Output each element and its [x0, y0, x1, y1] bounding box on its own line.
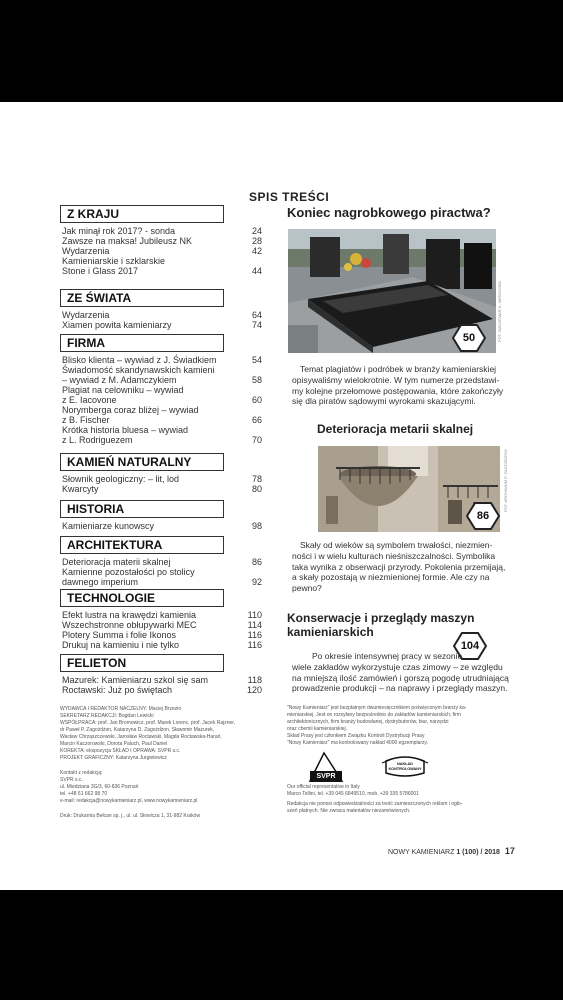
toc-entry-page: 116 — [247, 630, 262, 640]
svpr-logo — [308, 751, 344, 783]
toc-entry-line: Roctawski: Już po świętach — [62, 685, 173, 695]
toc-heading: SPIS TREŚCI — [249, 190, 330, 204]
toc-entry-page: 66 — [251, 415, 262, 425]
toc-entry-line: z E. Iacovone — [62, 395, 117, 405]
toc-entry-page: 80 — [251, 484, 262, 494]
photo-credit: FOT. WALDEMAR K. MIRGANSKI — [497, 280, 502, 342]
disclaimer-line: szeń płatnych. Nie zwraca materiałów niezamówionych. — [287, 808, 411, 814]
page-footer — [388, 846, 515, 856]
article-title-line: Konserwacje i przeglądy maszyn — [287, 611, 475, 625]
toc-entry-line: Świadomość skandynawskich kamieni — [62, 365, 215, 375]
notice-line: "Nowy Kamieniarz" ma kontrolowany nakład 4000 egzemplarzy. — [287, 740, 429, 746]
toc-entry-line: Zawsze na maksa! Jubileusz NK — [62, 236, 193, 246]
section-heading: KAMIEŃ NATURALNY — [60, 453, 224, 471]
staff-line: SEKRETARZ REDAKCJI: Bogdan Lewicki — [60, 713, 154, 719]
toc-entry-title — [62, 630, 237, 640]
toc-entry-line: Drukuj na kamieniu i nie tylko — [62, 640, 180, 650]
toc-entry-line: z B. Fischer — [62, 415, 110, 425]
photo-credit: FOT. ARCHIWUM P. ZAGOŻDŻON — [503, 449, 508, 512]
toc-entry-line: Stone i Glass 2017 — [62, 266, 139, 276]
notice-line: oraz chemii kamieniarskiej. — [287, 726, 348, 732]
disclaimer — [287, 801, 512, 815]
toc-entry[interactable] — [62, 567, 262, 587]
summary-line: wiele zakładów wykorzystuje czas zimowy – ze względu — [292, 661, 503, 672]
summary-line: Temat plagiatów i podróbek w branży kamieniarskiej — [300, 364, 497, 374]
contact-line: SVPR s.c. — [60, 777, 83, 783]
toc-entry-title — [62, 474, 237, 484]
toc-entry-page: 86 — [251, 557, 262, 567]
toc-entry[interactable] — [62, 365, 262, 385]
summary-line: my kolejne przełomowe postępowania, które zakończyły — [292, 385, 504, 396]
svpr-logo-text: SVPR — [316, 773, 336, 780]
staff-list — [60, 706, 270, 762]
disclaimer-line: Redakcja nie ponosi odpowiedzialności za treść zamieszczonych reklam i ogło- — [287, 801, 463, 807]
contact-line: e-mail: redakcja@nowykamieniarz.pl, www.nowykamieniarz.pl — [60, 798, 198, 804]
toc-entry-page: 64 — [251, 310, 262, 320]
representative-line: Marco Tellini, tel. +39 045 6849510, mob. +39 335 5786001 — [287, 791, 419, 797]
toc-entry-line: Kwarcyty — [62, 484, 99, 494]
toc-entry-page: 74 — [251, 320, 262, 330]
toc-entry-title — [62, 620, 237, 630]
section-heading: FELIETON — [60, 654, 224, 672]
toc-entry-page: 114 — [247, 620, 262, 630]
toc-entry-title — [62, 610, 237, 620]
section-heading: ZE ŚWIATA — [60, 289, 224, 307]
notice-line: architektonicznych, firm branży budowlanej, dystrybutorów, biur, narzędzi — [287, 719, 449, 725]
toc-entry-title — [62, 685, 237, 695]
page-number: 17 — [504, 846, 515, 856]
toc-entry-page: 24 — [251, 226, 262, 236]
toc-entry-title — [62, 484, 237, 494]
page-badge-number: 50 — [462, 332, 476, 344]
article-summary — [292, 540, 508, 594]
toc-entry[interactable] — [62, 620, 262, 630]
toc-entry[interactable] — [62, 521, 262, 531]
magazine-notice — [287, 705, 512, 747]
toc-entry-line: Norymberga coraz bliżej – wywiad — [62, 405, 199, 415]
toc-entry-title — [62, 256, 237, 276]
toc-entry[interactable] — [62, 385, 262, 405]
notice-line: Skład Prasy jest członkiem Związku Kontroli Dystrybucji Prasy — [287, 733, 425, 739]
section-heading: FIRMA — [60, 334, 224, 352]
toc-entry-line: Wydarzenia — [62, 246, 110, 256]
toc-entry[interactable] — [62, 405, 262, 425]
summary-line: a skały pozostają w niezmienionej formie. Ale czy na — [292, 572, 490, 583]
toc-entry[interactable] — [62, 474, 262, 484]
toc-entry-line: z L. Rodriguezem — [62, 435, 133, 445]
toc-entry-page: 60 — [251, 395, 262, 405]
toc-entry-title — [62, 355, 237, 365]
toc-entry-line: Mazurek: Kamieniarzu szkol się sam — [62, 675, 209, 685]
toc-entry-title — [62, 310, 237, 320]
contact-line: ul. Miedziana 3G/3, 60-836 Poznań — [60, 784, 139, 790]
toc-entry[interactable] — [62, 256, 262, 276]
summary-line: Po okresie intensywnej pracy w sezonie — [312, 651, 463, 661]
staff-line: PROJEKT GRAFICZNY: Katarzyna Jurgielewicz — [60, 755, 167, 761]
article-title: Deterioracja metarii skalnej — [317, 422, 474, 436]
section-heading: TECHNOLOGIE — [60, 589, 224, 607]
toc-entry-line: Xiamen powita kamieniarzy — [62, 320, 172, 330]
contact-line: tel. +48 61 662 98 70 — [60, 791, 108, 797]
toc-entry-title — [62, 236, 237, 246]
staff-line: Wacław Chrząszczewski, Jarosław Roctawski, Magda Roctawska-Harań, — [60, 734, 222, 740]
contact-line: Kontakt z redakcją: — [60, 770, 103, 776]
zkdp-logo-text: NAKŁAD KONTROLOWANY — [388, 762, 422, 771]
toc-entry-line: Słownik geologiczny: – lit, lod — [62, 474, 180, 484]
toc-entry-line: Wydarzenia — [62, 310, 110, 320]
toc-entry-title — [62, 226, 237, 236]
summary-line: prowadzenie produkcji – na naprawy i przeglądy maszyn. — [292, 683, 508, 694]
article-summary — [292, 651, 510, 694]
toc-entry[interactable] — [62, 425, 262, 445]
page-badge-number: 104 — [460, 640, 480, 652]
toc-entry[interactable] — [62, 557, 262, 567]
summary-line: pewno? — [292, 583, 322, 594]
toc-entry-line: dawnego imperium — [62, 577, 139, 587]
zkdp-logo — [378, 753, 432, 781]
toc-entry-line: Kamienne pozostałości po stolicy — [62, 567, 195, 577]
toc-entry-title — [62, 675, 237, 685]
toc-entry-page: 70 — [251, 435, 262, 445]
toc-entry[interactable] — [62, 310, 262, 320]
toc-entry-line: Deterioracja materii skalnej — [62, 557, 171, 567]
summary-line: opisywaliśmy wielokrotnie. W tym numerze przedstawi- — [292, 374, 500, 385]
staff-line: Marcin Kaczorowski, Dorota Paluch, Paul Daniel — [60, 741, 168, 747]
toc-entry[interactable] — [62, 685, 262, 695]
toc-entry-title — [62, 425, 237, 445]
toc-entry-line: Wszechstronne obłupywarki MEC — [62, 620, 197, 630]
toc-entry-page: 92 — [251, 577, 262, 587]
issue-number: 1 (100) / 2018 — [456, 849, 500, 856]
toc-entry-title — [62, 320, 237, 330]
toc-entry-title — [62, 567, 237, 587]
contact-block — [60, 770, 270, 805]
toc-entry-line: Blisko klienta – wywiad z J. Świadkiem — [62, 355, 217, 365]
notice-line: mieniarskiej. Jest on rozsyłany bezpośrednio do zakładów kamieniarskich, firm — [287, 712, 461, 718]
toc-entry-title — [62, 405, 237, 425]
section-heading: HISTORIA — [60, 500, 224, 518]
toc-entry-page: 42 — [251, 246, 262, 256]
page-badge-number: 86 — [476, 510, 490, 522]
toc-entry-line: Kamieniarskie i szklarskie — [62, 256, 166, 266]
toc-entry-line: Kamieniarze kunowscy — [62, 521, 155, 531]
toc-entry-line: Efekt lustra na krawędzi kamienia — [62, 610, 197, 620]
notice-line: "Nowy Kamieniarz" jest bezpłatnym dwumiesięcznikiem poświęconym branży ka- — [287, 705, 467, 711]
article-title-line: kamieniarskich — [287, 625, 374, 639]
article-summary — [292, 364, 507, 407]
article-title — [287, 611, 474, 639]
toc-entry-title — [62, 385, 237, 405]
toc-entry[interactable] — [62, 675, 262, 685]
toc-entry[interactable] — [62, 320, 262, 330]
summary-line: się dla piratów sądowymi wyrokami skazującymi. — [292, 396, 476, 407]
staff-line: WSPÓŁPRACA: prof. Jan Bromowicz, prof. Marek Lorenc, prof. Jacek Rajzner, — [60, 720, 236, 726]
toc-entry[interactable] — [62, 236, 262, 246]
summary-line: na mniejszą ilość zamówień i gorszą pogodę utrudniającą — [292, 672, 509, 683]
toc-entry[interactable] — [62, 640, 262, 650]
toc-entry-page: 118 — [247, 675, 262, 685]
staff-line: KOREKTA: ekspozycja SKŁAD I OPRAWA: SVPR s.c. — [60, 748, 181, 754]
print-info: Druk: Drukarnia Bełcan sp. j., ul. ul. Słowicza 1, 31-982 Kraków — [60, 813, 201, 819]
toc-entry[interactable] — [62, 610, 262, 620]
toc-entry-page: 28 — [251, 236, 262, 246]
toc-entry-page: 116 — [247, 640, 262, 650]
toc-entry-title — [62, 365, 237, 385]
representative-info — [287, 784, 512, 798]
toc-entry-title — [62, 246, 237, 256]
magazine-name: NOWY KAMIENIARZ — [388, 849, 455, 856]
article-title: Koniec nagrobkowego piractwa? — [287, 205, 491, 220]
toc-entry[interactable] — [62, 226, 262, 236]
magazine-page — [0, 102, 563, 890]
summary-line: Skały od wieków są symbolem trwałości, niezmien- — [300, 540, 493, 550]
summary-line: taka wynika z obserwacji przyrody. Pokolenia przemijają, — [292, 561, 506, 572]
toc-entry[interactable] — [62, 484, 262, 494]
toc-entry-page: 44 — [251, 266, 262, 276]
toc-entry-title — [62, 640, 237, 650]
section-heading: ARCHITEKTURA — [60, 536, 224, 554]
toc-entry-title — [62, 521, 237, 531]
toc-entry-line: Jak minął rok 2017? - sonda — [62, 226, 176, 236]
section-heading: Z KRAJU — [60, 205, 224, 223]
toc-entry-line: Plagiat na celowniku – wywiad — [62, 385, 184, 395]
summary-line: ności i w wielu kulturach nieśniszczalności. Symbolika — [292, 550, 496, 561]
toc-entry[interactable] — [62, 630, 262, 640]
toc-entry-line: Plotery Summa i folie Ikonos — [62, 630, 177, 640]
toc-entry-page: 58 — [251, 375, 262, 385]
toc-entry[interactable] — [62, 246, 262, 256]
toc-entry-page: 78 — [251, 474, 262, 484]
toc-entry[interactable] — [62, 355, 262, 365]
toc-entry-page: 98 — [251, 521, 262, 531]
staff-line: WYDAWCA I REDAKTOR NACZELNY: Maciej Brzezio — [60, 706, 182, 712]
toc-entry-line: Krótka historia bluesa – wywiad — [62, 425, 189, 435]
toc-entry-title — [62, 557, 237, 567]
toc-entry-page: 120 — [246, 685, 262, 695]
toc-entry-page: 110 — [247, 610, 262, 620]
staff-line: dr Paweł P. Zagożdżon, Katarzyna D. Zagożdżon, Sławomir Mazurek, — [60, 727, 215, 733]
representative-line: Our official representative in Italy — [287, 784, 360, 790]
toc-entry-page: 54 — [251, 355, 262, 365]
toc-entry-line: – wywiad z M. Adamczykiem — [62, 375, 177, 385]
